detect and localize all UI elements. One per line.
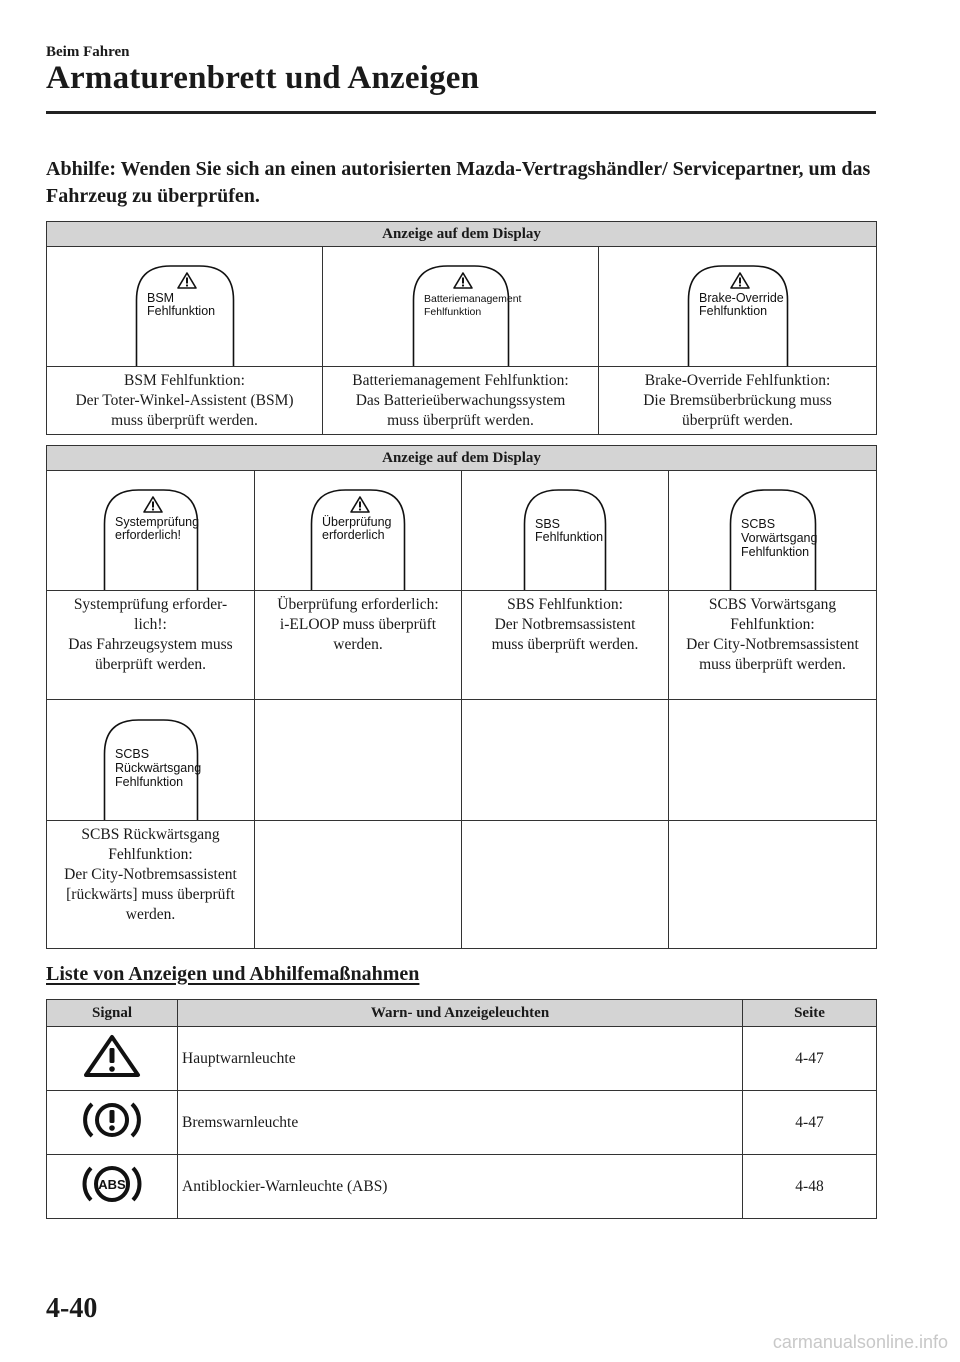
display-text-line: Fehlfunktion: [146, 304, 215, 318]
signal-page: 4-48: [743, 1155, 877, 1219]
display-text-line: Systemprüfung: [114, 515, 199, 529]
description-line: BSM Fehlfunktion:: [123, 372, 245, 389]
signal-label: Bremswarnleuchte: [178, 1091, 743, 1155]
display-table-2: [46, 445, 877, 949]
display-screen-icon: [687, 262, 789, 366]
description-line: Brake-Override Fehlfunktion:: [644, 372, 831, 389]
list-title: Liste von Anzeigen und Abhilfemaßnahmen: [46, 963, 420, 985]
display-table-1: [46, 221, 877, 435]
display-image-cell: [47, 247, 323, 367]
description-line: muss überprüft werden.: [491, 636, 639, 653]
signal-table: [46, 999, 877, 1219]
display-text-line: Fehlfunktion: [423, 306, 481, 318]
description-line: Der Toter-Winkel-Assistent (BSM): [75, 392, 294, 409]
display-text-line: Batteriemanagement: [423, 293, 521, 305]
display-description-cell: [47, 821, 255, 949]
description-line: muss überprüft werden.: [387, 412, 534, 429]
table-header: Anzeige auf dem Display: [47, 446, 877, 471]
display-screen-icon: [103, 486, 199, 590]
display-text-line: Fehlfunktion: [740, 545, 809, 559]
signal-cell: [47, 1091, 178, 1155]
remedy-text: Abhilfe: Wenden Sie sich an einen autorisierten Mazda-Vertragshändler/ Servicepartner, um das Fahrzeug zu überprüfen.: [46, 158, 871, 207]
display-image-cell: [47, 471, 255, 591]
description-line: i-ELOOP muss überprüft: [279, 616, 437, 633]
display-description-cell: [599, 367, 877, 435]
display-description-cell: [462, 591, 669, 700]
display-text-line: erforderlich!: [114, 528, 181, 542]
display-text-line: Fehlfunktion: [698, 304, 767, 318]
display-text-line: SBS: [535, 517, 561, 531]
display-screen-icon: [729, 486, 817, 590]
page-title: Armaturenbrett und Anzeigen: [46, 60, 480, 96]
description-line: Fehlfunktion:: [730, 616, 815, 633]
abs-icon-text: ABS: [98, 1177, 126, 1192]
description-line: SCBS Vorwärtsgang: [708, 596, 837, 613]
description-line: Die Bremsüberbrückung muss: [643, 392, 832, 409]
warning-triangle-icon: [454, 273, 472, 288]
display-text-line: Vorwärtsgang: [740, 531, 817, 545]
display-description-cell: [462, 821, 669, 949]
display-image-cell: [599, 247, 877, 367]
display-description-cell: [323, 367, 599, 435]
display-image-cell: [255, 700, 462, 821]
description-line: Das Batterieüberwachungssystem: [355, 392, 566, 409]
display-image-cell: [47, 700, 255, 821]
signal-cell: [47, 1155, 178, 1219]
description-line: SCBS Rückwärtsgang: [81, 826, 220, 843]
display-screen-icon: [103, 716, 199, 820]
description-line: Systemprüfung erforder-: [73, 596, 228, 613]
abs-warning-icon: [79, 1160, 145, 1208]
title-divider: [46, 111, 876, 114]
display-image-cell: [462, 700, 669, 821]
watermark: carmanualsonline.info: [772, 1332, 948, 1352]
display-description-cell: [47, 591, 255, 700]
display-text-line: SCBS: [740, 517, 775, 531]
description-line: Der City-Notbremsassistent: [686, 636, 859, 653]
display-screen-icon: [412, 262, 521, 366]
description-line: Das Fahrzeugsystem muss: [68, 636, 233, 653]
display-image-cell: [323, 247, 599, 367]
brake-warning-icon: [79, 1096, 145, 1144]
description-line: [rückwärts] muss überprüft: [66, 886, 235, 903]
description-line: SBS Fehlfunktion:: [507, 596, 623, 613]
signal-page: 4-47: [743, 1027, 877, 1091]
description-line: Fehlfunktion:: [108, 846, 193, 863]
description-line: Der City-Notbremsassistent: [64, 866, 237, 883]
display-image-cell: [462, 471, 669, 591]
description-line: Der Notbremsassistent: [494, 616, 636, 633]
warning-triangle-icon: [178, 273, 196, 288]
table-row: [47, 1027, 877, 1091]
display-description-cell: [255, 821, 462, 949]
display-text-line: erforderlich: [322, 528, 385, 542]
signal-label: Hauptwarnleuchte: [178, 1027, 743, 1091]
description-line: muss überprüft werden.: [111, 412, 258, 429]
display-screen-icon: [310, 486, 406, 590]
display-image-cell: [669, 471, 877, 591]
display-text-line: SCBS: [114, 747, 149, 761]
display-image-cell: [669, 700, 877, 821]
display-description-cell: [47, 367, 323, 435]
description-line: werden.: [125, 906, 176, 923]
signal-cell: [47, 1027, 178, 1091]
display-image-cell: [255, 471, 462, 591]
display-screen-icon: [135, 262, 235, 366]
display-description-cell: [255, 591, 462, 700]
warning-triangle-icon: [351, 497, 369, 512]
description-line: werden.: [333, 636, 383, 653]
description-line: überprüft werden.: [681, 412, 794, 429]
display-text-line: Fehlfunktion: [114, 775, 183, 789]
display-text-line: Brake-Override: [698, 291, 784, 305]
display-text-line: Rückwärtsgang: [114, 761, 201, 775]
table-row: [47, 1091, 877, 1155]
display-text-line: Überprüfung: [322, 515, 392, 529]
description-line: Batteriemanagement Fehlfunktion:: [352, 372, 569, 389]
page-number: 4-40: [46, 1293, 98, 1324]
description-line: überprüft werden.: [94, 656, 207, 673]
description-line: lich!:: [134, 616, 167, 633]
warning-triangle-icon: [731, 273, 749, 288]
column-header-page: Seite: [743, 1000, 877, 1027]
warning-triangle-icon: [144, 497, 162, 512]
display-description-cell: [669, 591, 877, 700]
display-text-line: BSM: [146, 291, 174, 305]
display-text-line: Fehlfunktion: [535, 530, 604, 544]
column-header-lights: Warn- und Anzeigeleuchten: [178, 1000, 743, 1027]
display-description-cell: [669, 821, 877, 949]
section-label: Beim Fahren: [46, 44, 130, 60]
display-screen-icon: [523, 486, 607, 590]
description-line: muss überprüft werden.: [699, 656, 846, 673]
description-line: Überprüfung erforderlich:: [277, 596, 439, 613]
table-header: Anzeige auf dem Display: [47, 222, 877, 247]
signal-label: Antiblockier-Warnleuchte (ABS): [178, 1155, 743, 1219]
table-row: [47, 1155, 877, 1219]
warning-triangle-icon: [82, 1033, 142, 1079]
column-header-signal: Signal: [47, 1000, 178, 1027]
signal-page: 4-47: [743, 1091, 877, 1155]
